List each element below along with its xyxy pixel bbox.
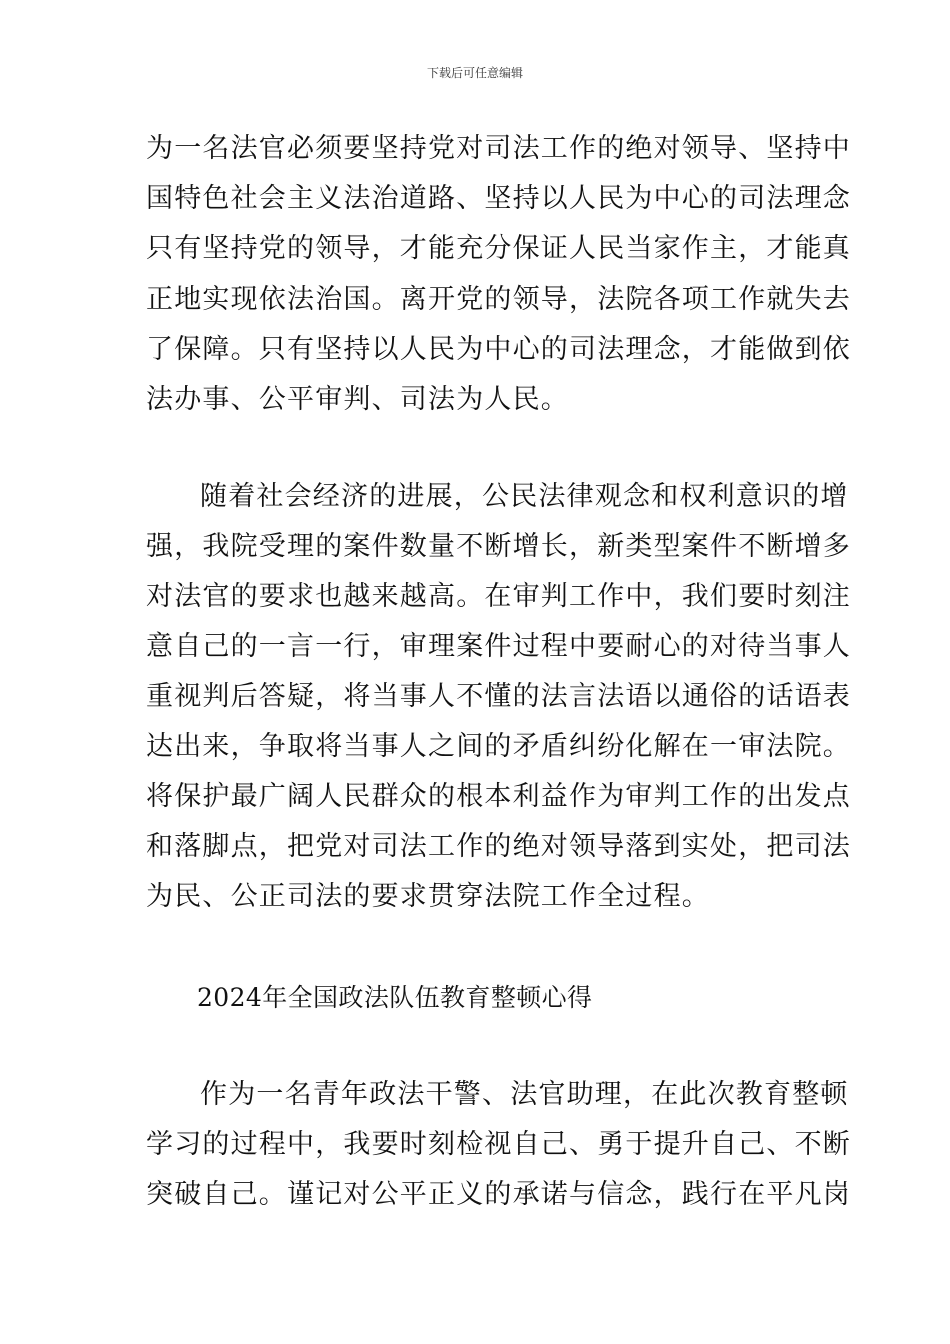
page-header: 下载后可任意编辑 bbox=[426, 66, 523, 80]
text-line: 突破自己。谨记对公平正义的承诺与信念，践行在平凡岗 bbox=[146, 1179, 851, 1210]
text-line: 随着社会经济的进展，公民法律观念和权利意识的增 bbox=[200, 481, 849, 512]
text-line: 了保障。只有坚持以人民为中心的司法理念，才能做到依 bbox=[146, 334, 851, 365]
text-line: 对法官的要求也越来越高。在审判工作中，我们要时刻注 bbox=[146, 581, 851, 612]
text-line: 将保护最广阔人民群众的根本利益作为审判工作的出发点 bbox=[146, 781, 851, 812]
text-line: 强，我院受理的案件数量不断增长，新类型案件不断增多 bbox=[146, 531, 851, 562]
text-line: 达出来，争取将当事人之间的矛盾纠纷化解在一审法院。 bbox=[146, 731, 851, 762]
text-line: 学习的过程中，我要时刻检视自己、勇于提升自己、不断 bbox=[146, 1129, 851, 1160]
text-line: 重视判后答疑，将当事人不懂的法言法语以通俗的话语表 bbox=[146, 681, 851, 712]
text-line: 法办事、公平审判、司法为人民。 bbox=[146, 384, 569, 415]
text-line: 作为一名青年政法干警、法官助理，在此次教育整顿 bbox=[200, 1079, 849, 1110]
text-line: 为民、公正司法的要求贯穿法院工作全过程。 bbox=[146, 881, 710, 912]
text-line: 为一名法官必须要坚持党对司法工作的绝对领导、坚持中 bbox=[146, 133, 851, 164]
text-line: 只有坚持党的领导，才能充分保证人民当家作主，才能真 bbox=[146, 233, 851, 264]
section-heading: 2024年全国政法队伍教育整顿心得 bbox=[197, 983, 593, 1012]
text-line: 正地实现依法治国。离开党的领导，法院各项工作就失去 bbox=[146, 284, 851, 315]
text-line: 和落脚点，把党对司法工作的绝对领导落到实处，把司法 bbox=[146, 831, 851, 862]
text-line: 意自己的一言一行，审理案件过程中要耐心的对待当事人 bbox=[146, 631, 851, 662]
text-line: 国特色社会主义法治道路、坚持以人民为中心的司法理念 bbox=[146, 183, 851, 214]
